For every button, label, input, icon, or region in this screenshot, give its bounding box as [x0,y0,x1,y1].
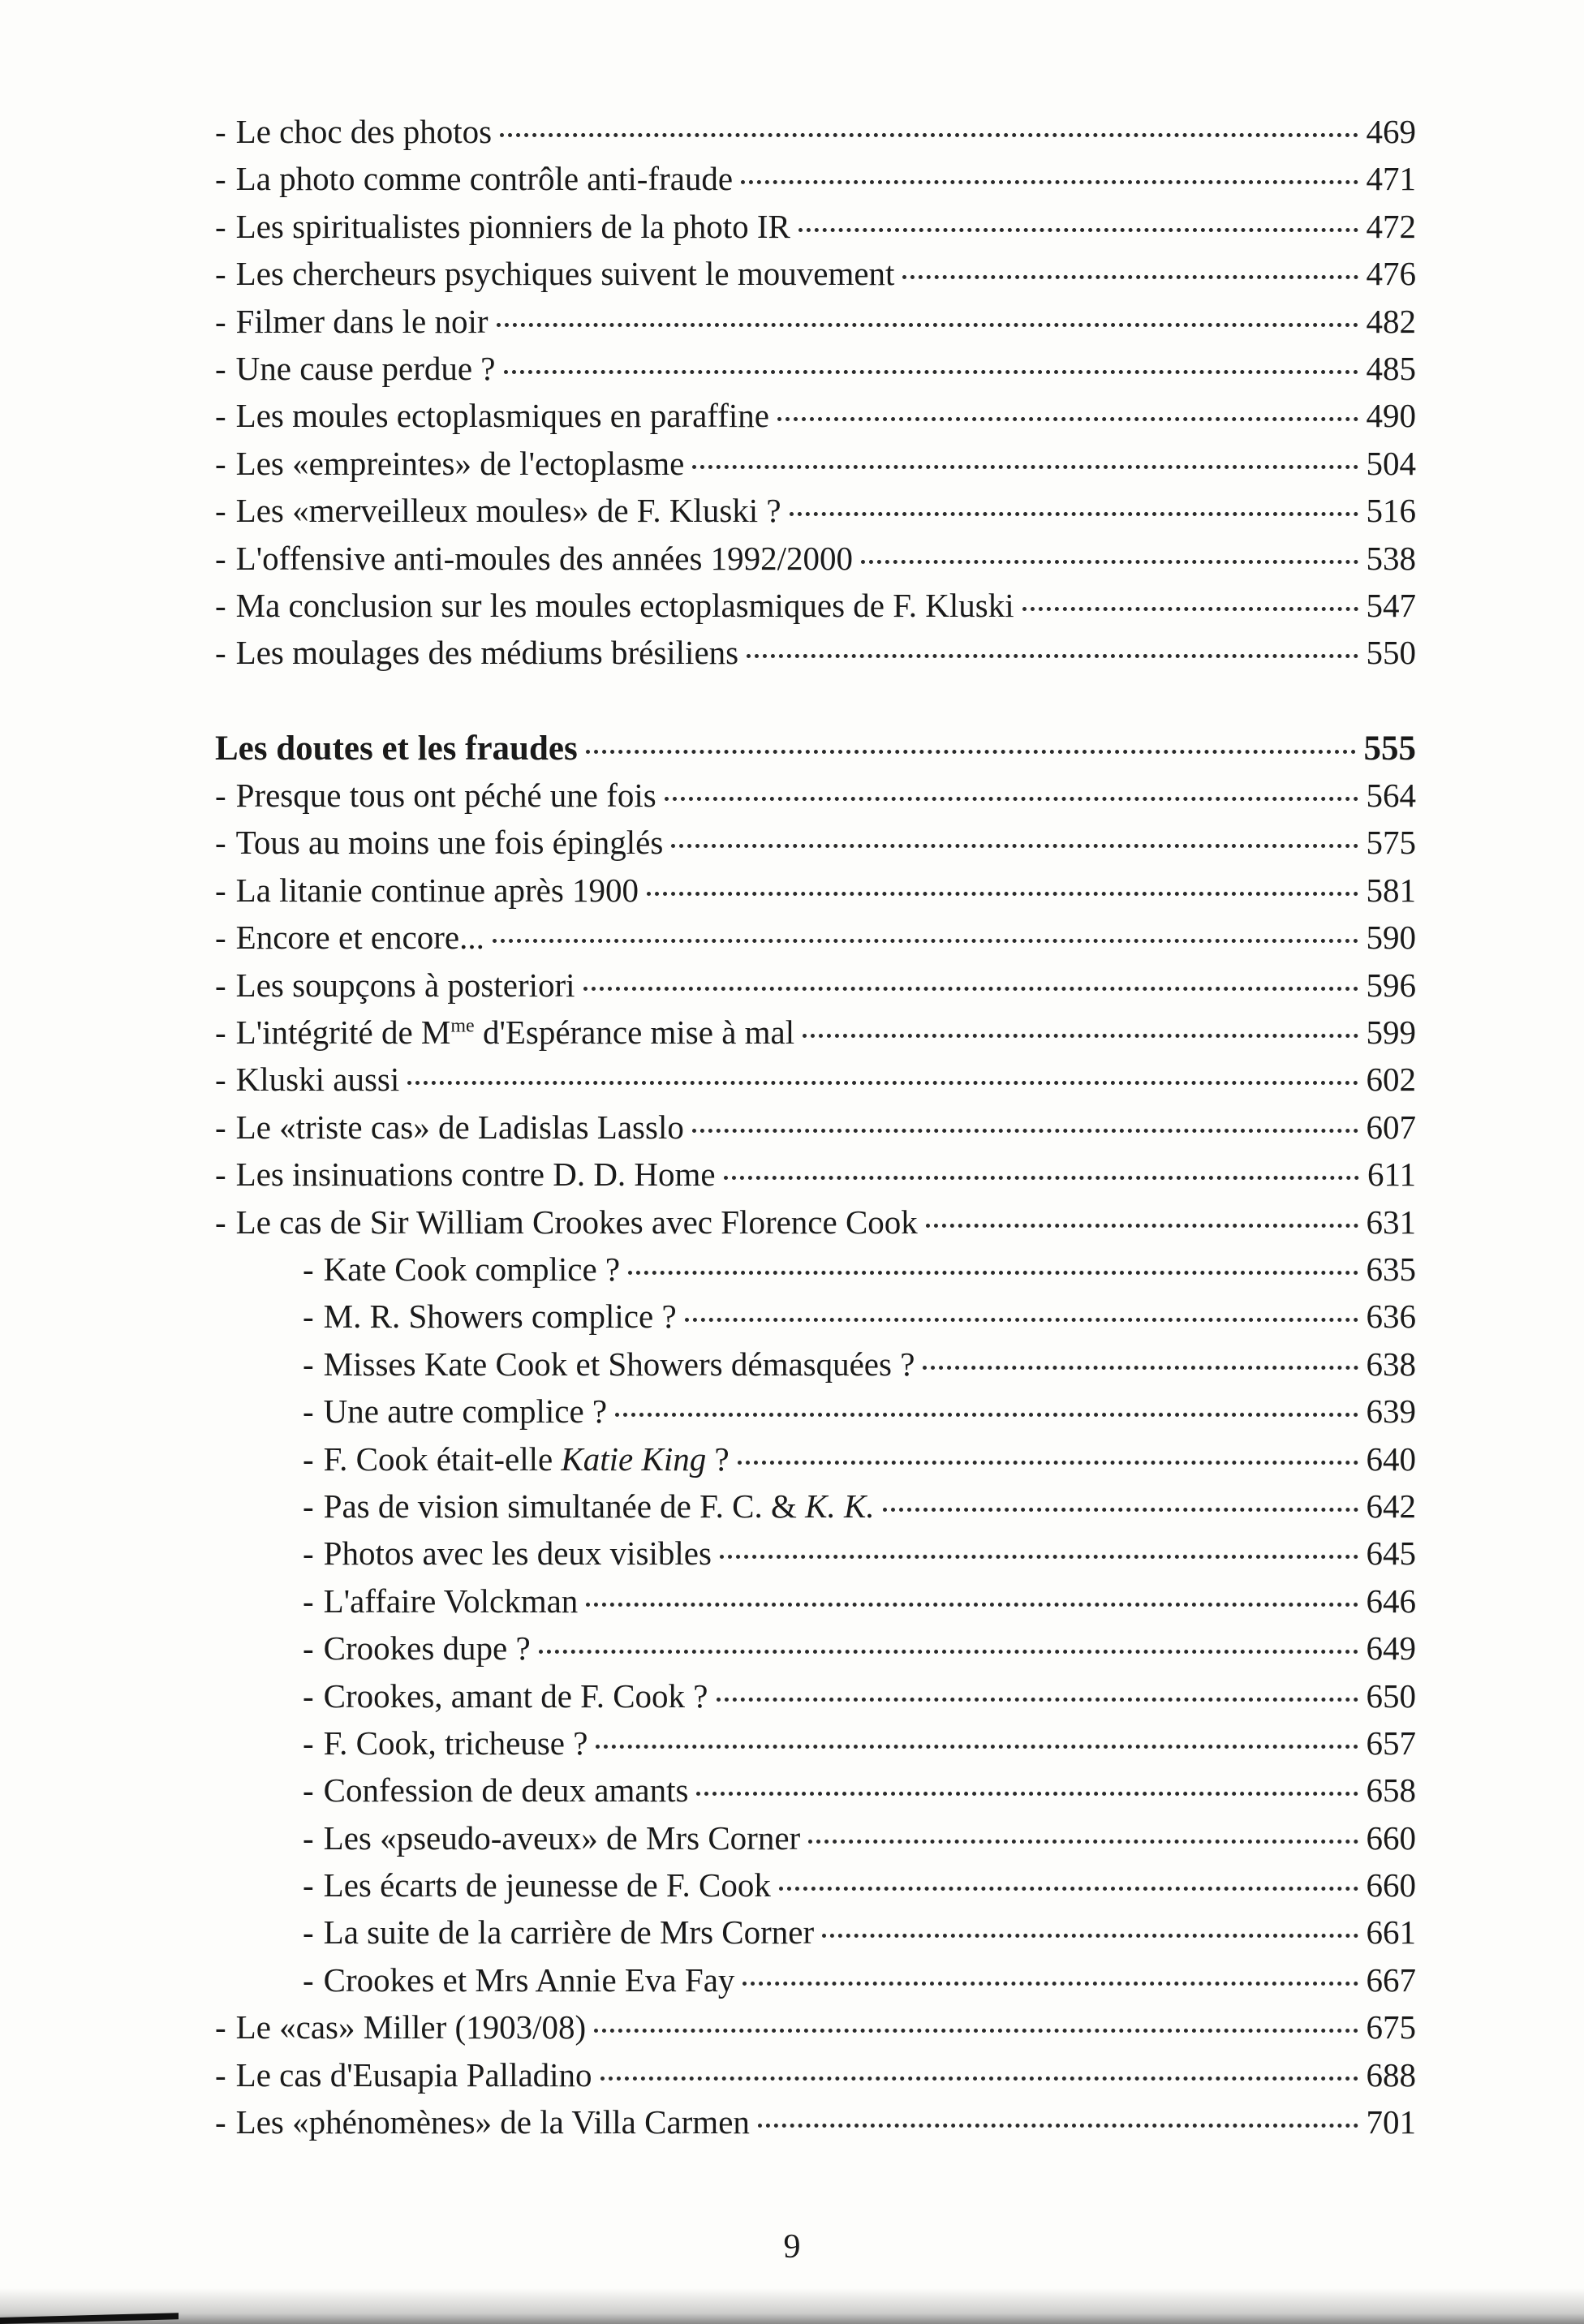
entry-dash: - [215,492,226,530]
entry-title: Une autre complice ? [323,1392,608,1431]
dot-leader [747,654,1358,658]
entry-title: Les moulages des médiums brésiliens [235,634,739,672]
entry-dash: - [303,1866,314,1904]
entry-title: Confession de deux amants [323,1771,689,1810]
entry-page-number: 701 [1366,2103,1416,2141]
entry-title: Les «empreintes» de l'ectoplasme [235,444,685,482]
toc-entry [215,539,1416,586]
entry-dash: - [215,871,226,909]
toc-sub-entry [215,1724,1416,1771]
entry-dash: - [303,1534,314,1573]
dot-leader [779,1887,1358,1891]
entry-dash: - [215,2008,226,2046]
entry-title: La litanie continue après 1900 [235,871,639,909]
entry-title: Le cas d'Eusapia Palladino [235,2055,592,2094]
entry-dash: - [215,966,226,1004]
entry-page-number: 657 [1366,1724,1416,1762]
entry-page-number: 638 [1366,1345,1416,1383]
entry-dash: - [303,1629,314,1668]
entry-page-number: 490 [1366,397,1416,435]
entry-title [324,1440,730,1478]
entry-page-number: 596 [1366,966,1416,1004]
entry-dash: - [303,1345,314,1383]
entry-title: Le «cas» Miller (1903/08) [235,2008,587,2046]
dot-leader [923,1366,1358,1370]
entry-title: Les moules ectoplasmiques en paraffine [235,397,769,435]
entry-dash: - [215,539,226,577]
entry-page-number: 688 [1366,2055,1416,2094]
entry-dash: - [303,1960,314,1999]
entry-dash: - [303,1818,314,1857]
entry-title: Les écarts de jeunesse de F. Cook [323,1866,771,1904]
toc-entry [215,491,1416,538]
entry-title-part: d'Espérance mise à mal [474,1014,795,1052]
dot-leader [596,1745,1358,1749]
dot-leader [1022,607,1358,611]
entry-title: Crookes et Mrs Annie Eva Fay [323,1960,735,1999]
entry-dash: - [303,1582,314,1620]
toc-sub-entry [215,1250,1416,1297]
toc-sub-entry [215,1534,1416,1581]
entry-title: Le choc des photos [235,113,493,150]
dot-leader [902,275,1358,279]
entry-dash: - [215,113,226,150]
entry-title: Les chercheurs psychiques suivent le mouvement [235,255,895,293]
dot-leader [647,892,1358,896]
entry-dash: - [303,1676,314,1715]
toc-entry [215,2008,1416,2055]
dot-leader [822,1934,1358,1938]
entry-dash: - [303,1250,314,1288]
toc-sub-entry [215,1440,1416,1487]
entry-title-part: F. Cook était-elle [323,1440,562,1478]
entry-title: Le cas de Sir William Crookes avec Florence Cook [235,1203,918,1241]
dot-leader [692,465,1358,469]
dot-leader [798,228,1358,232]
toc-entry [215,633,1416,680]
section-page-number: 555 [1363,729,1416,768]
toc-entry [215,444,1416,491]
entry-title: F. Cook, tricheuse ? [323,1724,588,1762]
entry-dash: - [303,1487,314,1525]
entry-page-number: 642 [1366,1487,1416,1525]
dot-leader [407,1081,1358,1085]
entry-dash: - [215,207,226,245]
dot-leader [671,844,1358,848]
toc-entry [215,776,1416,823]
dot-leader [926,1224,1358,1228]
entry-title: La suite de la carrière de Mrs Corner [323,1913,815,1952]
entry-page-number: 645 [1366,1534,1416,1573]
entry-page-number: 469 [1366,113,1416,150]
entry-page-number: 516 [1366,492,1416,530]
entry-title-superscript: me [450,1015,475,1037]
toc-entry [215,207,1416,254]
dot-leader [594,2029,1358,2033]
toc-entry [215,112,1416,159]
entry-page-number: 550 [1366,634,1416,672]
toc-entry [215,349,1416,396]
entry-dash: - [303,1298,314,1336]
dot-leader [539,1650,1358,1654]
entry-page-number: 564 [1366,777,1416,815]
entry-title: Le «triste cas» de Ladislas Lasslo [235,1108,684,1146]
entry-page-number: 667 [1366,1960,1416,1999]
dot-leader [628,1271,1358,1275]
toc-sub-entry [215,1487,1416,1534]
entry-title: Les spiritualistes pionniers de la photo IR [235,207,790,245]
entry-page-number: 602 [1366,1061,1416,1099]
dot-leader [583,987,1358,991]
dot-leader [586,750,1356,754]
entry-dash: - [303,1440,314,1478]
entry-page-number: 482 [1366,302,1416,340]
entry-title: Ma conclusion sur les moules ectoplasmiques de F. Kluski [235,586,1014,624]
entry-title: Misses Kate Cook et Showers démasquées ? [323,1345,915,1383]
toc-sub-entry [215,1771,1416,1818]
dot-leader [803,1034,1358,1038]
entry-title: Kluski aussi [235,1061,400,1099]
entry-page-number: 599 [1366,1014,1416,1052]
dot-leader [790,512,1358,516]
toc-sub-entry [215,1392,1416,1439]
toc-entry [215,2102,1416,2150]
entry-page-number: 675 [1366,2008,1416,2046]
entry-title: Une cause perdue ? [235,349,496,387]
entry-page-number: 658 [1366,1771,1416,1810]
dot-leader [742,1982,1358,1986]
entry-dash: - [215,397,226,435]
entry-page-number: 650 [1366,1676,1416,1715]
toc-entry [215,586,1416,633]
toc-entry [215,966,1416,1013]
entry-dash: - [215,2055,226,2094]
entry-dash: - [215,2103,226,2141]
toc-entry [215,1108,1416,1155]
entry-page-number: 646 [1366,1582,1416,1620]
entry-page-number: 631 [1366,1203,1416,1241]
entry-page-number: 661 [1366,1913,1416,1952]
entry-page-number: 575 [1366,824,1416,862]
entry-title: Les «pseudo-aveux» de Mrs Corner [323,1818,801,1857]
toc-entry [215,1203,1416,1250]
entry-page-number: 635 [1366,1250,1416,1288]
toc-entry [215,302,1416,349]
dot-leader [724,1176,1359,1180]
dot-leader [777,417,1358,421]
entry-dash: - [215,634,226,672]
toc-entry [215,1060,1416,1107]
entry-title: Tous au moins une fois épinglés [235,824,664,862]
entry-dash: - [215,919,226,957]
toc-entry [215,254,1416,301]
section-title: Les doutes et les fraudes [215,729,578,768]
entry-title-part: L'intégrité de M [235,1014,451,1052]
entry-dash: - [303,1771,314,1810]
dot-leader [720,1555,1358,1559]
entry-page-number: 471 [1366,160,1416,198]
dot-leader [741,180,1358,184]
entry-title: M. R. Showers complice ? [323,1298,677,1336]
entry-page-number: 611 [1367,1156,1416,1194]
entry-title: Photos avec les deux visibles [323,1534,712,1573]
entry-dash: - [215,824,226,862]
dot-leader [615,1413,1358,1417]
entry-title: Crookes dupe ? [323,1629,531,1668]
page-bottom-shadow [0,2288,1584,2324]
toc-sub-entry [215,1676,1416,1724]
entry-title: Les soupçons à posteriori [235,966,575,1004]
table-of-contents [215,112,1416,2150]
toc-entry [215,159,1416,206]
entry-title: L'affaire Volckman [323,1582,579,1620]
entry-dash: - [215,1156,226,1194]
toc-sub-entry [215,1582,1416,1629]
entry-page-number: 504 [1366,444,1416,482]
toc-entry [215,396,1416,443]
entry-dash: - [215,777,226,815]
entry-title: Presque tous ont péché une fois [235,777,656,815]
entry-dash: - [215,444,226,482]
dot-leader [883,1508,1358,1512]
dot-leader [758,2124,1358,2128]
entry-dash: - [215,1108,226,1146]
entry-dash: - [303,1724,314,1762]
entry-dash: - [215,1014,226,1052]
toc-entry [215,918,1416,965]
entry-dash: - [215,1061,226,1099]
dot-leader [504,370,1358,374]
dot-leader [861,560,1358,564]
dot-leader [493,939,1358,943]
entry-dash: - [215,349,226,387]
entry-dash: - [303,1392,314,1431]
entry-title [324,1487,875,1526]
page-number: 9 [783,2228,801,2266]
dot-leader [808,1840,1358,1844]
entry-page-number: 607 [1366,1108,1416,1146]
toc-sub-entry [215,1629,1416,1676]
entry-title: Crookes, amant de F. Cook ? [323,1676,708,1715]
toc-entry [215,2055,1416,2102]
dot-leader [600,2077,1358,2081]
dot-leader [738,1461,1358,1465]
toc-entry [215,823,1416,870]
entry-title-italic: K. K. [805,1487,875,1525]
entry-page-number: 636 [1366,1298,1416,1336]
entry-title-part: ? [706,1440,730,1478]
entry-dash: - [215,586,226,624]
entry-title [236,1013,794,1052]
entry-page-number: 476 [1366,255,1416,293]
section-heading [215,729,1416,776]
entry-page-number: 639 [1366,1392,1416,1431]
dot-leader [500,133,1358,137]
dot-leader [497,323,1358,327]
section-gap [215,681,1416,729]
toc-entry [215,1155,1416,1202]
entry-title: La photo comme contrôle anti-fraude [235,160,734,198]
toc-sub-entry [215,1818,1416,1866]
entry-page-number: 485 [1366,349,1416,387]
entry-title-part: Pas de vision simultanée de F. C. & [323,1487,806,1525]
entry-title: Les «phénomènes» de la Villa Carmen [235,2103,750,2141]
dot-leader [685,1318,1358,1322]
entry-title: Filmer dans le noir [235,302,489,340]
entry-page-number: 649 [1366,1629,1416,1668]
entry-dash: - [215,302,226,340]
toc-sub-entry [215,1960,1416,2008]
entry-title: Kate Cook complice ? [323,1250,621,1288]
entry-page-number: 660 [1366,1866,1416,1904]
entry-page-number: 660 [1366,1818,1416,1857]
entry-dash: - [303,1913,314,1952]
entry-dash: - [215,160,226,198]
toc-sub-entry [215,1345,1416,1392]
entry-page-number: 538 [1366,539,1416,577]
entry-title: Les «merveilleux moules» de F. Kluski ? [235,492,781,530]
dot-leader [692,1129,1358,1133]
entry-title-italic: Katie King [561,1440,707,1478]
entry-title: L'offensive anti-moules des années 1992/2000 [235,539,854,577]
dot-leader [717,1698,1358,1702]
entry-title: Les insinuations contre D. D. Home [235,1156,716,1194]
entry-page-number: 472 [1366,207,1416,245]
entry-page-number: 640 [1366,1440,1416,1478]
entry-dash: - [215,1203,226,1241]
entry-page-number: 581 [1366,871,1416,909]
entry-page-number: 590 [1366,919,1416,957]
toc-sub-entry [215,1297,1416,1344]
dot-leader [696,1792,1358,1796]
dot-leader [665,797,1358,801]
toc-entry [215,1013,1416,1060]
toc-sub-entry [215,1866,1416,1913]
entry-title: Encore et encore... [235,919,484,957]
entry-page-number: 547 [1366,586,1416,624]
entry-dash: - [215,255,226,293]
toc-sub-entry [215,1913,1416,1960]
toc-entry [215,871,1416,918]
dot-leader [586,1603,1358,1607]
